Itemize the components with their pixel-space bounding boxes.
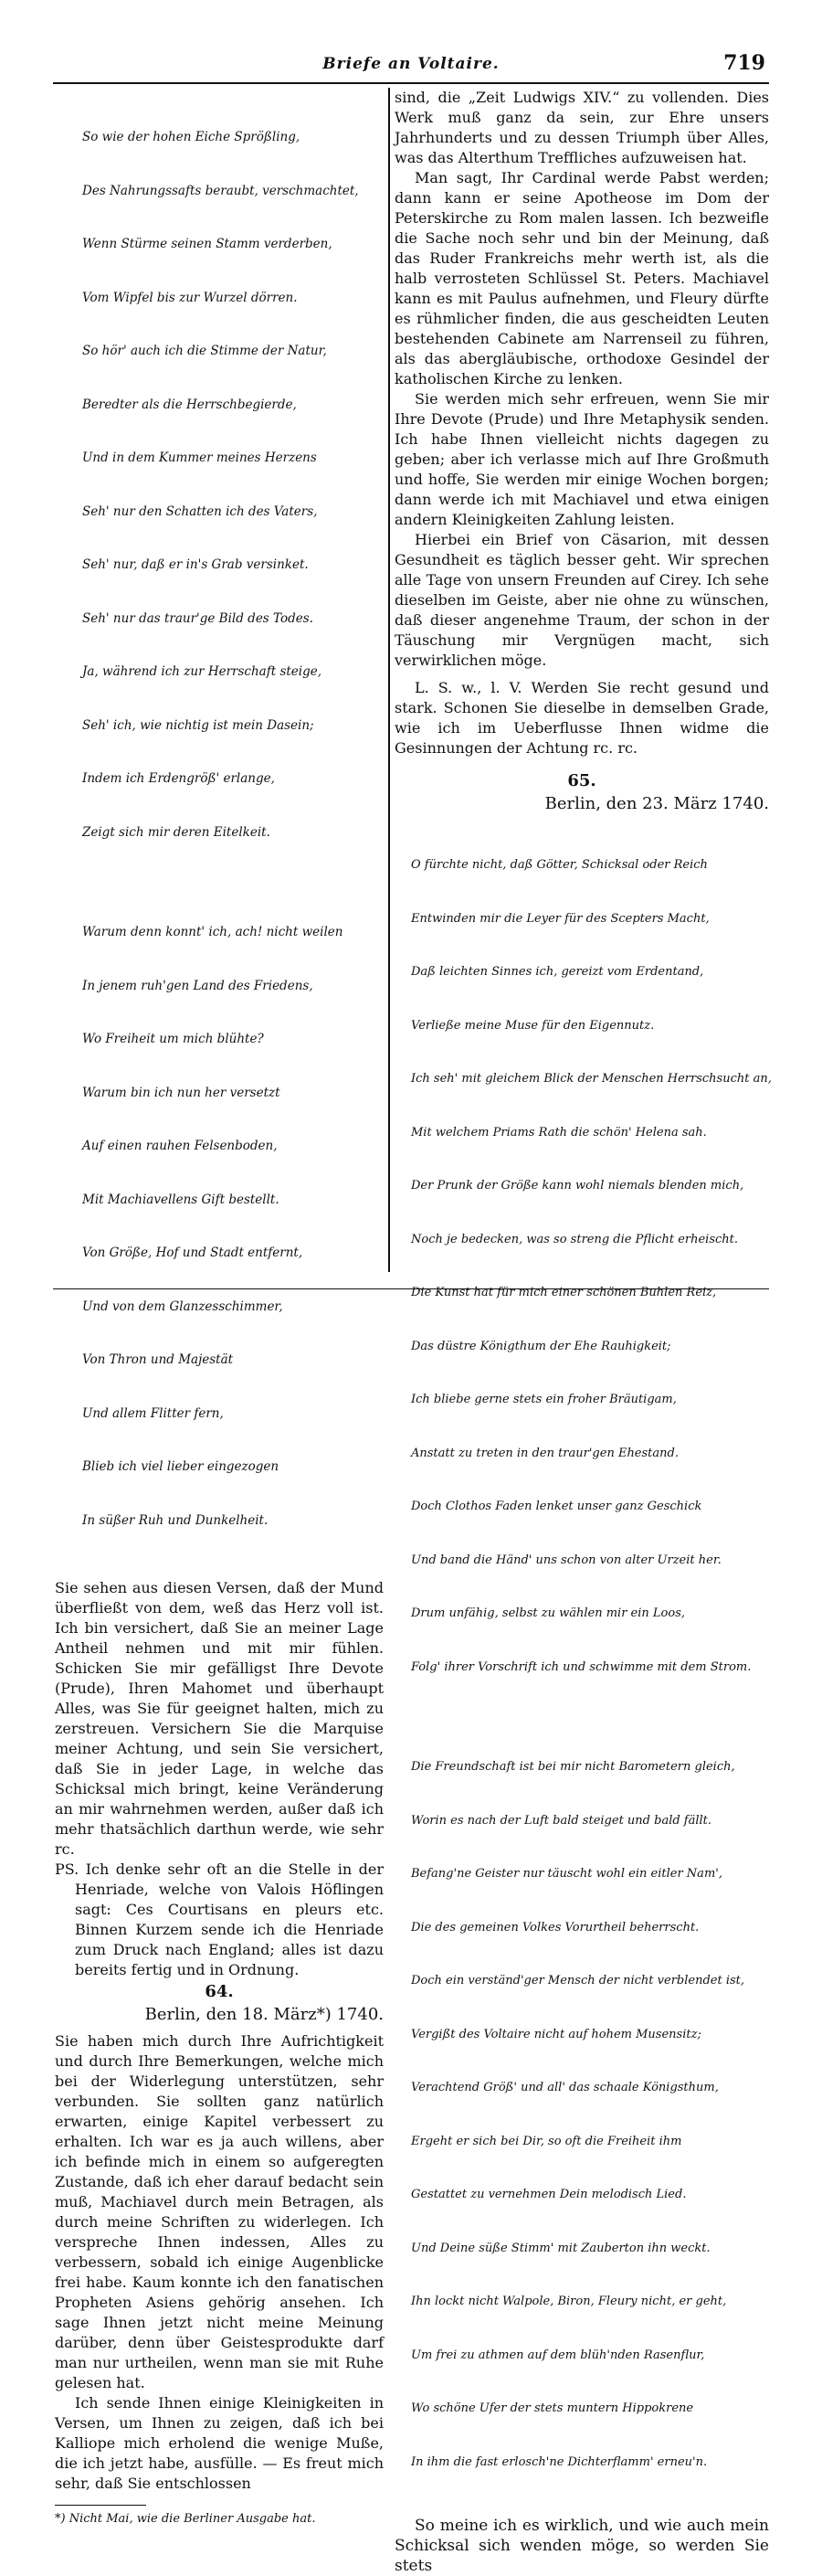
right-column: [395, 88, 772, 2575]
verse-line: Befang'ne Geister nur täuscht wohl ein eitler Nam',: [411, 1867, 722, 1881]
verse-line: Blieb ich viel lieber eingezogen: [82, 1459, 279, 1474]
footnote-rule: [55, 2505, 146, 2506]
letter-number: 64.: [205, 1982, 234, 2001]
paragraph: Sie werden mich sehr erfreuen, wenn Sie mir Ihre Devote (Prude) und Ihre Metaphysik senden. Ich habe Ihnen vielleicht nichts dagegen zu geben; aber ich verlasse mich auf Ihre Großmuth und hoffe, Sie werden mir einige Wochen borgen; dann werde ich mit Machiavel und etwa einigen andern Kleinigkeiten Zahlung leisten.: [395, 390, 769, 528]
verse-line: So hör' auch ich die Stimme der Natur,: [82, 344, 327, 358]
closing-paragraph: L. S. w., l. V. Werden Sie recht gesund und stark. Schonen Sie dieselbe in demselben Grade, wie ich im Ueberflusse Ihnen widme die Gesinnungen der Achtung rc. rc.: [395, 679, 769, 757]
paragraph: So meine ich es wirklich, und wie auch mein Schicksal sich wenden möge, so werden Sie stets: [395, 2517, 769, 2575]
verse-line: Noch je bedecken, was so streng die Pflicht erheischt.: [411, 1232, 739, 1246]
paragraph: Sie sehen aus diesen Versen, daß der Mund überfließt von dem, weß das Herz voll ist. Ich bin versichert, daß Sie an meiner Lage Antheil nehmen und mit mir fühlen. Schicken Sie mir gefälligst Ihre Devote (Prude), Ihren Mahomet und überhaupt Alles, was Sie für geeignet halten, mich zu zerstreuen. Versichern Sie die Marquise meiner Achtung, und sein Sie versichert, daß Sie in jeder Lage, in welche das Schicksal mich bringt, keine Veränderung an mir wahrnehmen werden, außer daß ich mehr thatsächlich darthun werde, wie sehr rc.: [55, 1579, 384, 1858]
verse-line: Seh' ich, wie nichtig ist mein Dasein;: [82, 717, 314, 733]
verse-line: Ich bliebe gerne stets ein froher Bräutigam,: [411, 1393, 677, 1406]
verse-line: O fürchte nicht, daß Götter, Schicksal oder Reich: [411, 858, 708, 872]
verse-line: Gestattet zu vernehmen Dein melodisch Lied.: [411, 2188, 687, 2201]
verse-line: Beredter als die Herrschbegierde,: [82, 397, 297, 412]
footnote: *) Nicht Mai, wie die Berliner Ausgabe hat.: [55, 2512, 316, 2526]
verse-line: Indem ich Erdengröß' erlange,: [82, 771, 275, 786]
poem-stanza-2: [55, 888, 384, 1565]
verse-line: Warum denn konnt' ich, ach! nicht weilen: [82, 925, 343, 939]
page-number: 719: [723, 51, 765, 75]
verse-line: Des Nahrungssafts beraubt, verschmachtet,: [82, 183, 359, 198]
left-column: [55, 88, 384, 2526]
verse-line: Daß leichten Sinnes ich, gereizt vom Erdentand,: [411, 965, 704, 979]
poem-stanza-1: [395, 821, 772, 1712]
letter-number: 65.: [567, 771, 596, 790]
verse-line: Wo Freiheit um mich blühte?: [82, 1032, 264, 1046]
verse-line: Verließe meine Muse für den Eigennutz.: [411, 1018, 655, 1033]
verse-line: Seh' nur den Schatten ich des Vaters,: [82, 504, 318, 519]
verse-line: Der Prunk der Größe kann wohl niemals blenden mich,: [411, 1179, 744, 1193]
verse-line: Doch ein verständ'ger Mensch der nicht verblendet ist,: [411, 1974, 745, 1988]
paragraph: sind, die „Zeit Ludwigs XIV.“ zu vollenden. Dies Werk muß ganz da sein, zur Ehre unsers Jahrhunderts und zu dessen Triumph über Alles, was das Alterthum Treffliches aufzuweisen hat.: [395, 89, 769, 166]
verse-line: Und allem Flitter fern,: [82, 1405, 224, 1421]
poem-stanza-1: [55, 93, 384, 877]
verse-line: Das düstre Königthum der Ehe Rauhigkeit;: [411, 1339, 671, 1353]
verse-line: Worin es nach der Luft bald steiget und bald fällt.: [411, 1813, 712, 1828]
dateline: Berlin, den 23. März 1740.: [544, 794, 769, 813]
verse-line: Seh' nur das traur'ge Bild des Todes.: [82, 610, 313, 626]
paragraph: Hierbei ein Brief von Cäsarion, mit dessen Gesundheit es täglich besser geht. Wir sprechen alle Tage von unsern Freunden auf Cirey. Ich sehe dieselben im Geiste, aber nie ohne zu wünschen, daß dieser angenehme Traum, der schon in der Täuschung mir Vergnügen macht, sich verwirklichen möge.: [395, 531, 769, 669]
dateline: Berlin, den 18. März*) 1740.: [144, 2005, 384, 2024]
verse-line: Zeigt sich mir deren Eitelkeit.: [82, 824, 270, 840]
verse-line: Ich seh' mit gleichem Blick der Menschen Herrschsucht an,: [411, 1072, 772, 1086]
verse-line: Doch Clothos Faden lenket unser ganz Geschick: [411, 1500, 702, 1513]
header-rule: [53, 82, 769, 84]
verse-line: Die des gemeinen Volkes Vorurtheil beherrscht.: [411, 1920, 700, 1935]
postscript: PS. Ich denke sehr oft an die Stelle in der Henriade, welche von Valois Höflingen sagt: Ces Courtisans en pleurs etc. Binnen Kurzem sende ich die Henriade zum Druck nach England; alles ist dazu bereits fertig und in Ordnung.: [55, 1860, 384, 1978]
verse-line: Von Thron und Majestät: [82, 1352, 234, 1367]
verse-line: Die Kunst hat für mich einer schönen Buhlen Reiz,: [411, 1286, 717, 1299]
verse-line: Und Deine süße Stimm' mit Zauberton ihn weckt.: [411, 2241, 711, 2255]
verse-line: Mit welchem Priams Rath die schön' Helena sah.: [411, 1125, 707, 1140]
verse-line: Und von dem Glanzesschimmer,: [82, 1299, 283, 1314]
verse-line: Entwinden mir die Leyer für des Scepters Macht,: [411, 911, 710, 926]
paragraph: Man sagt, Ihr Cardinal werde Pabst werden; dann kann er seine Apotheose im Dom der Peterskirche zu Rom malen lassen. Ich bezweifle die Sache noch sehr und bin der Meinung, daß das Ruder Frankreichs mehr werth ist, als die halb verrosteten Schlüssel St. Peters. Machiavel kann es mit Paulus aufnehmen, und Fleury dürfte es rühmlicher finden, die aus gescheidten Leuten bestehenden Cabinete am Narrenseil zu führen, als das abergläubische, orthodoxe Gesindel der katholischen Kirche zu lenken.: [395, 169, 769, 387]
verse-line: Mit Machiavellens Gift bestellt.: [82, 1192, 279, 1207]
verse-line: Ergeht er sich bei Dir, so oft die Freiheit ihm: [411, 2134, 682, 2148]
verse-line: Wo schöne Ufer der stets muntern Hippokrene: [411, 2401, 694, 2415]
column-divider: [388, 88, 390, 1272]
verse-line: In süßer Ruh und Dunkelheit.: [82, 1512, 269, 1528]
verse-line: Von Größe, Hof und Stadt entfernt,: [82, 1246, 303, 1260]
verse-line: Drum unfähig, selbst zu wählen mir ein Loos,: [411, 1606, 686, 1620]
verse-line: Verachtend Größ' und all' das schaale Königsthum,: [411, 2081, 719, 2094]
verse-line: Ihn lockt nicht Walpole, Biron, Fleury nicht, er geht,: [411, 2295, 727, 2308]
running-head: Briefe an Voltaire.: [322, 55, 500, 73]
verse-line: Und band die Händ' uns schon von alter Urzeit her.: [411, 1553, 722, 1567]
verse-line: Warum bin ich nun her versetzt: [82, 1085, 280, 1100]
paragraph: Ich sende Ihnen einige Kleinigkeiten in Versen, um Ihnen zu zeigen, daß ich bei Kalliope mich erholend die wenige Muße, die ich jetzt habe, ausfülle. — Es freut mich sehr, daß Sie entschlossen: [55, 2394, 384, 2492]
verse-line: Auf einen rauhen Felsenboden,: [82, 1139, 278, 1153]
verse-line: Vergißt des Voltaire nicht auf hohem Musensitz;: [411, 2027, 701, 2041]
poem-stanza-2: [395, 1723, 769, 2507]
verse-line: So wie der hohen Eiche Sprößling,: [82, 130, 300, 144]
verse-line: In jenem ruh'gen Land des Friedens,: [82, 978, 313, 993]
verse-line: Folg' ihrer Vorschrift ich und schwimme mit dem Strom.: [411, 1659, 752, 1674]
verse-line: Ja, während ich zur Herrschaft steige,: [82, 664, 322, 679]
verse-line: Wenn Stürme seinen Stamm verderben,: [82, 237, 332, 251]
verse-line: Seh' nur, daß er in's Grab versinket.: [82, 557, 309, 572]
verse-line: Und in dem Kummer meines Herzens: [82, 451, 317, 465]
verse-line: Vom Wipfel bis zur Wurzel dörren.: [82, 290, 298, 305]
verse-line: In ihm die fast erlosch'ne Dichterflamm' erneu'n.: [411, 2454, 708, 2469]
verse-line: Um frei zu athmen auf dem blüh'nden Rasenflur,: [411, 2348, 705, 2362]
verse-line: Anstatt zu treten in den traur'gen Ehestand.: [411, 1446, 679, 1460]
verse-line: Die Freundschaft ist bei mir nicht Barometern gleich,: [411, 1760, 735, 1774]
paragraph: Sie haben mich durch Ihre Aufrichtigkeit und durch Ihre Bemerkungen, welche mich bei der Widerlegung unterstützen, sehr verbunden. Sie sollten ganz natürlich erwarten, einige Kapitel verbessert zu erhalten. Ich war es ja auch willens, aber ich befinde mich in einem so aufgeregten Zustande, daß ich eher darauf bedacht sein muß, Machiavel durch mein Betragen, als durch meine Schriften zu widerlegen. Ich verspreche Ihnen indessen, Alles zu verbessern, sobald ich einige Augenblicke frei habe. Kaum konnte ich den fanatischen Propheten Asiens gehörig ansehen. Ich sage Ihnen jetzt nicht meine Meinung darüber, denn über Geistesprodukte darf man nur urtheilen, wenn man sie mit Ruhe gelesen hat.: [55, 2032, 384, 2391]
